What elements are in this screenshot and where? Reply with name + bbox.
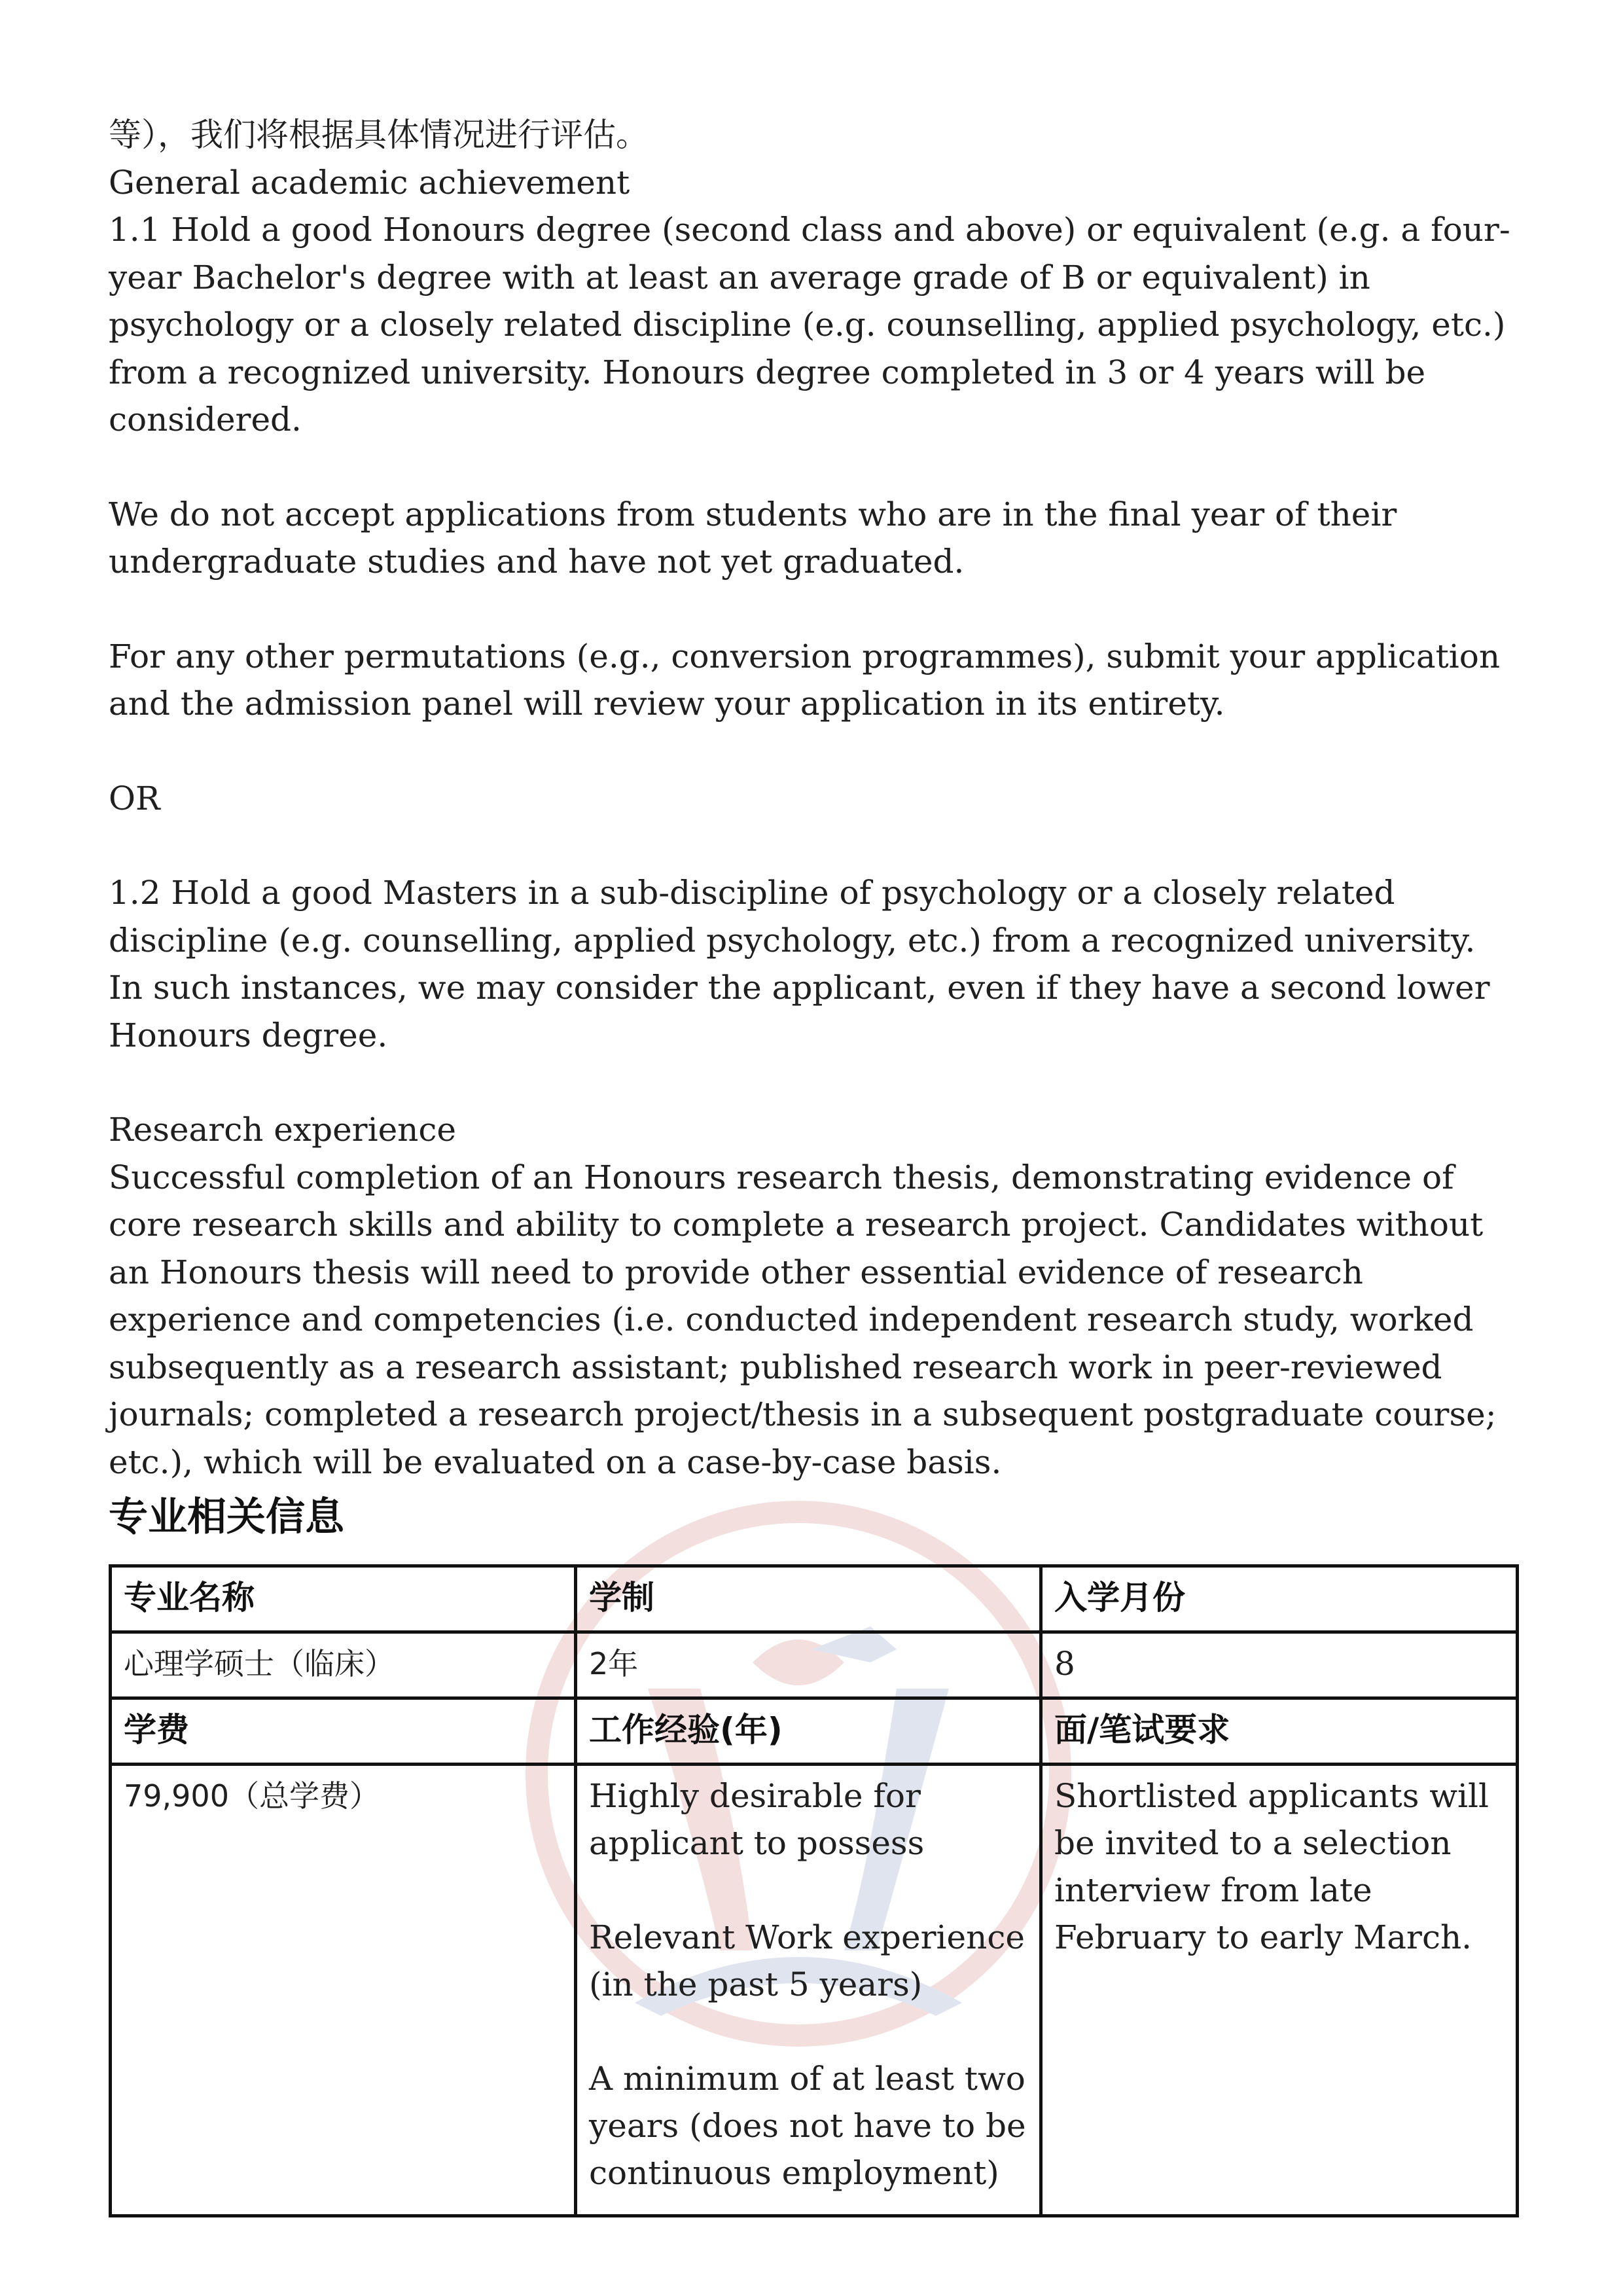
work-experience-line-2: Relevant Work experience (in the past 5 years)	[589, 1918, 1025, 2003]
table-row	[111, 1632, 1518, 1698]
table-row	[111, 1566, 1518, 1632]
table-row	[111, 1698, 1518, 1765]
cell-interview-requirement: Shortlisted applicants will be invited to a selection interview from late February to early March.	[1041, 1765, 1518, 2216]
header-program-name: 专业名称	[111, 1566, 576, 1632]
research-experience-body: Successful completion of an Honours research thesis, demonstrating evidence of core research skills and ability to complete a research project. Candidates without an Honours thesis will need to provide other essential evidence of research experience and competencies (i.e. conducted independent research study, worked subsequently as a research assistant; published research work in peer-reviewed journals; completed a research project/thesis in a subsequent postgraduate course; etc.), which will be evaluated on a case-by-case basis.	[109, 1158, 1497, 1481]
program-info-table	[109, 1564, 1519, 2217]
requirement-1-2: 1.2 Hold a good Masters in a sub-discipline of psychology or a closely related discipline (e.g. counselling, applied psychology, etc.) from a recognized university. In such instances, we may consider the applicant, even if they have a second lower Honours degree.	[109, 874, 1490, 1054]
academic-achievement-heading: General academic achievement	[109, 163, 630, 202]
other-permutations-note: For any other permutations (e.g., conversion programmes), submit your application and the admission panel will review your application in its entirety.	[109, 637, 1501, 723]
header-tuition: 学费	[111, 1698, 576, 1765]
intro-cn-text: 等），我们将根据具体情况进行评估。	[109, 116, 649, 154]
cell-intake-month: 8	[1041, 1632, 1518, 1698]
or-separator: OR	[109, 779, 160, 817]
cell-work-experience	[576, 1765, 1041, 2216]
requirement-1-1: 1.1 Hold a good Honours degree (second class and above) or equivalent (e.g. a four-year Bachelor's degree with at least an average grade of B or equivalent) in psychology or a closely related discipline (e.g. counselling, applied psychology, etc.) from a recognized university. Honours degree completed in 3 or 4 years will be considered.	[109, 211, 1510, 439]
cell-tuition: 79,900（总学费）	[111, 1765, 576, 2216]
cell-program-name: 心理学硕士（临床）	[111, 1632, 576, 1698]
cell-duration: 2年	[576, 1632, 1041, 1698]
work-experience-line-1: Highly desirable for applicant to possess	[589, 1777, 925, 1862]
header-intake-month: 入学月份	[1041, 1566, 1518, 1632]
document-body	[109, 111, 1516, 1486]
header-interview-requirement: 面/笔试要求	[1041, 1698, 1518, 1765]
table-row	[111, 1765, 1518, 2216]
research-experience-heading: Research experience	[109, 1111, 456, 1149]
work-experience-line-3: A minimum of at least two years (does not have to be continuous employment)	[589, 2060, 1026, 2192]
section-title: 专业相关信息	[109, 1494, 344, 1540]
header-work-experience: 工作经验(年)	[576, 1698, 1041, 1765]
header-duration: 学制	[576, 1566, 1041, 1632]
no-final-year-note: We do not accept applications from students who are in the final year of their undergraduate studies and have not yet graduated.	[109, 495, 1397, 581]
